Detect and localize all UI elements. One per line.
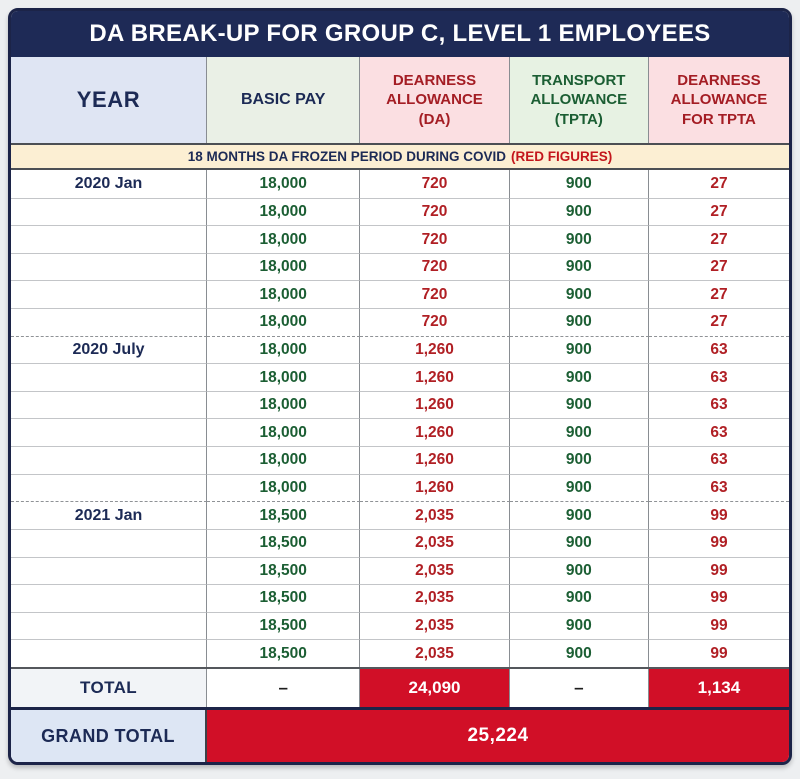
tpta-cell: 900 [510, 418, 649, 446]
da-tpta-cell: 63 [649, 474, 789, 502]
da-cell: 2,035 [360, 639, 509, 667]
da-cell: 2,035 [360, 557, 509, 585]
basic-pay-cell: 18,000 [207, 363, 360, 391]
da-cell: 720 [360, 308, 509, 336]
da-cell: 2,035 [360, 529, 509, 557]
da-cell: 720 [360, 280, 509, 308]
year-cell [11, 557, 207, 585]
tpta-cell: 900 [510, 446, 649, 474]
da-tpta-cell: 99 [649, 612, 789, 640]
tpta-cell: 900 [510, 198, 649, 226]
da-tpta-cell: 99 [649, 529, 789, 557]
header-row [11, 57, 789, 143]
table-row [11, 501, 789, 529]
basic-pay-cell: 18,000 [207, 280, 360, 308]
total-da-tpta: 1,134 [649, 669, 789, 707]
table-row [11, 446, 789, 474]
da-tpta-cell: 27 [649, 308, 789, 336]
year-cell: 2021 Jan [11, 501, 207, 529]
da-tpta-cell: 63 [649, 336, 789, 364]
year-cell [11, 474, 207, 502]
da-cell: 2,035 [360, 612, 509, 640]
tpta-cell: 900 [510, 225, 649, 253]
year-cell [11, 446, 207, 474]
year-cell [11, 198, 207, 226]
tpta-cell: 900 [510, 253, 649, 281]
table-row [11, 253, 789, 281]
col-header-da-tpta: DEARNESS ALLOWANCE FOR TPTA [649, 57, 789, 143]
tpta-cell: 900 [510, 363, 649, 391]
table-body [11, 170, 789, 667]
da-tpta-cell: 63 [649, 446, 789, 474]
basic-pay-cell: 18,500 [207, 612, 360, 640]
total-da: 24,090 [360, 669, 509, 707]
basic-pay-cell: 18,000 [207, 418, 360, 446]
year-cell [11, 584, 207, 612]
table-row [11, 225, 789, 253]
year-cell: 2020 Jan [11, 170, 207, 198]
table-row [11, 474, 789, 502]
year-cell [11, 639, 207, 667]
tpta-cell: 900 [510, 529, 649, 557]
total-label: TOTAL [11, 669, 207, 707]
table-title: DA BREAK-UP FOR GROUP C, LEVEL 1 EMPLOYEES [11, 11, 789, 57]
da-cell: 720 [360, 198, 509, 226]
table-row [11, 363, 789, 391]
da-tpta-cell: 27 [649, 198, 789, 226]
grand-total-label: GRAND TOTAL [11, 710, 207, 762]
table-row [11, 557, 789, 585]
da-tpta-cell: 63 [649, 363, 789, 391]
da-tpta-cell: 99 [649, 501, 789, 529]
da-tpta-cell: 63 [649, 418, 789, 446]
year-cell [11, 418, 207, 446]
da-tpta-cell: 99 [649, 584, 789, 612]
da-cell: 720 [360, 170, 509, 198]
table-row [11, 308, 789, 336]
table-row [11, 529, 789, 557]
da-cell: 1,260 [360, 391, 509, 419]
grand-total-row [11, 707, 789, 762]
covid-freeze-banner [11, 143, 789, 170]
basic-pay-cell: 18,000 [207, 446, 360, 474]
basic-pay-cell: 18,000 [207, 253, 360, 281]
da-tpta-cell: 63 [649, 391, 789, 419]
tpta-cell: 900 [510, 612, 649, 640]
basic-pay-cell: 18,500 [207, 529, 360, 557]
tpta-cell: 900 [510, 584, 649, 612]
basic-pay-cell: 18,500 [207, 557, 360, 585]
da-tpta-cell: 27 [649, 280, 789, 308]
year-cell [11, 280, 207, 308]
da-cell: 2,035 [360, 501, 509, 529]
da-breakup-table [8, 8, 792, 765]
grand-total-value: 25,224 [207, 710, 789, 762]
col-header-basic-pay: BASIC PAY [207, 57, 360, 143]
basic-pay-cell: 18,000 [207, 198, 360, 226]
tpta-cell: 900 [510, 474, 649, 502]
total-basic-pay: – [207, 669, 360, 707]
da-cell: 2,035 [360, 584, 509, 612]
da-cell: 1,260 [360, 418, 509, 446]
da-cell: 1,260 [360, 474, 509, 502]
basic-pay-cell: 18,000 [207, 225, 360, 253]
year-cell [11, 253, 207, 281]
da-tpta-cell: 27 [649, 253, 789, 281]
tpta-cell: 900 [510, 501, 649, 529]
col-header-da: DEARNESS ALLOWANCE (DA) [360, 57, 509, 143]
basic-pay-cell: 18,500 [207, 501, 360, 529]
da-cell: 720 [360, 253, 509, 281]
basic-pay-cell: 18,000 [207, 474, 360, 502]
table-row [11, 639, 789, 667]
year-cell [11, 308, 207, 336]
table-row [11, 584, 789, 612]
table-row [11, 198, 789, 226]
year-cell [11, 225, 207, 253]
tpta-cell: 900 [510, 170, 649, 198]
total-tpta: – [510, 669, 649, 707]
table-row [11, 170, 789, 198]
table-row [11, 280, 789, 308]
tpta-cell: 900 [510, 639, 649, 667]
year-cell: 2020 July [11, 336, 207, 364]
table-row [11, 391, 789, 419]
da-tpta-cell: 99 [649, 557, 789, 585]
basic-pay-cell: 18,000 [207, 336, 360, 364]
year-cell [11, 612, 207, 640]
total-row [11, 667, 789, 707]
table-row [11, 336, 789, 364]
col-header-tpta: TRANSPORT ALLOWANCE (TPTA) [510, 57, 649, 143]
basic-pay-cell: 18,000 [207, 170, 360, 198]
tpta-cell: 900 [510, 308, 649, 336]
da-tpta-cell: 27 [710, 174, 728, 192]
da-tpta-cell: 99 [649, 639, 789, 667]
banner-text: 18 MONTHS DA FROZEN PERIOD DURING COVID [187, 149, 507, 164]
tpta-cell: 900 [510, 336, 649, 364]
basic-pay-cell: 18,500 [207, 584, 360, 612]
year-cell [11, 363, 207, 391]
table-row [11, 612, 789, 640]
year-cell [11, 529, 207, 557]
da-cell: 720 [360, 225, 509, 253]
year-cell [11, 391, 207, 419]
basic-pay-cell: 18,000 [207, 308, 360, 336]
basic-pay-cell: 18,500 [207, 639, 360, 667]
tpta-cell: 900 [510, 280, 649, 308]
basic-pay-cell: 18,000 [207, 391, 360, 419]
table-row [11, 418, 789, 446]
da-cell: 1,260 [360, 336, 509, 364]
tpta-cell: 900 [510, 557, 649, 585]
tpta-cell: 900 [510, 391, 649, 419]
col-header-year: YEAR [11, 57, 207, 143]
da-cell: 1,260 [360, 363, 509, 391]
banner-note: (RED FIGURES) [511, 149, 613, 164]
da-tpta-cell: 27 [649, 225, 789, 253]
da-cell: 1,260 [360, 446, 509, 474]
